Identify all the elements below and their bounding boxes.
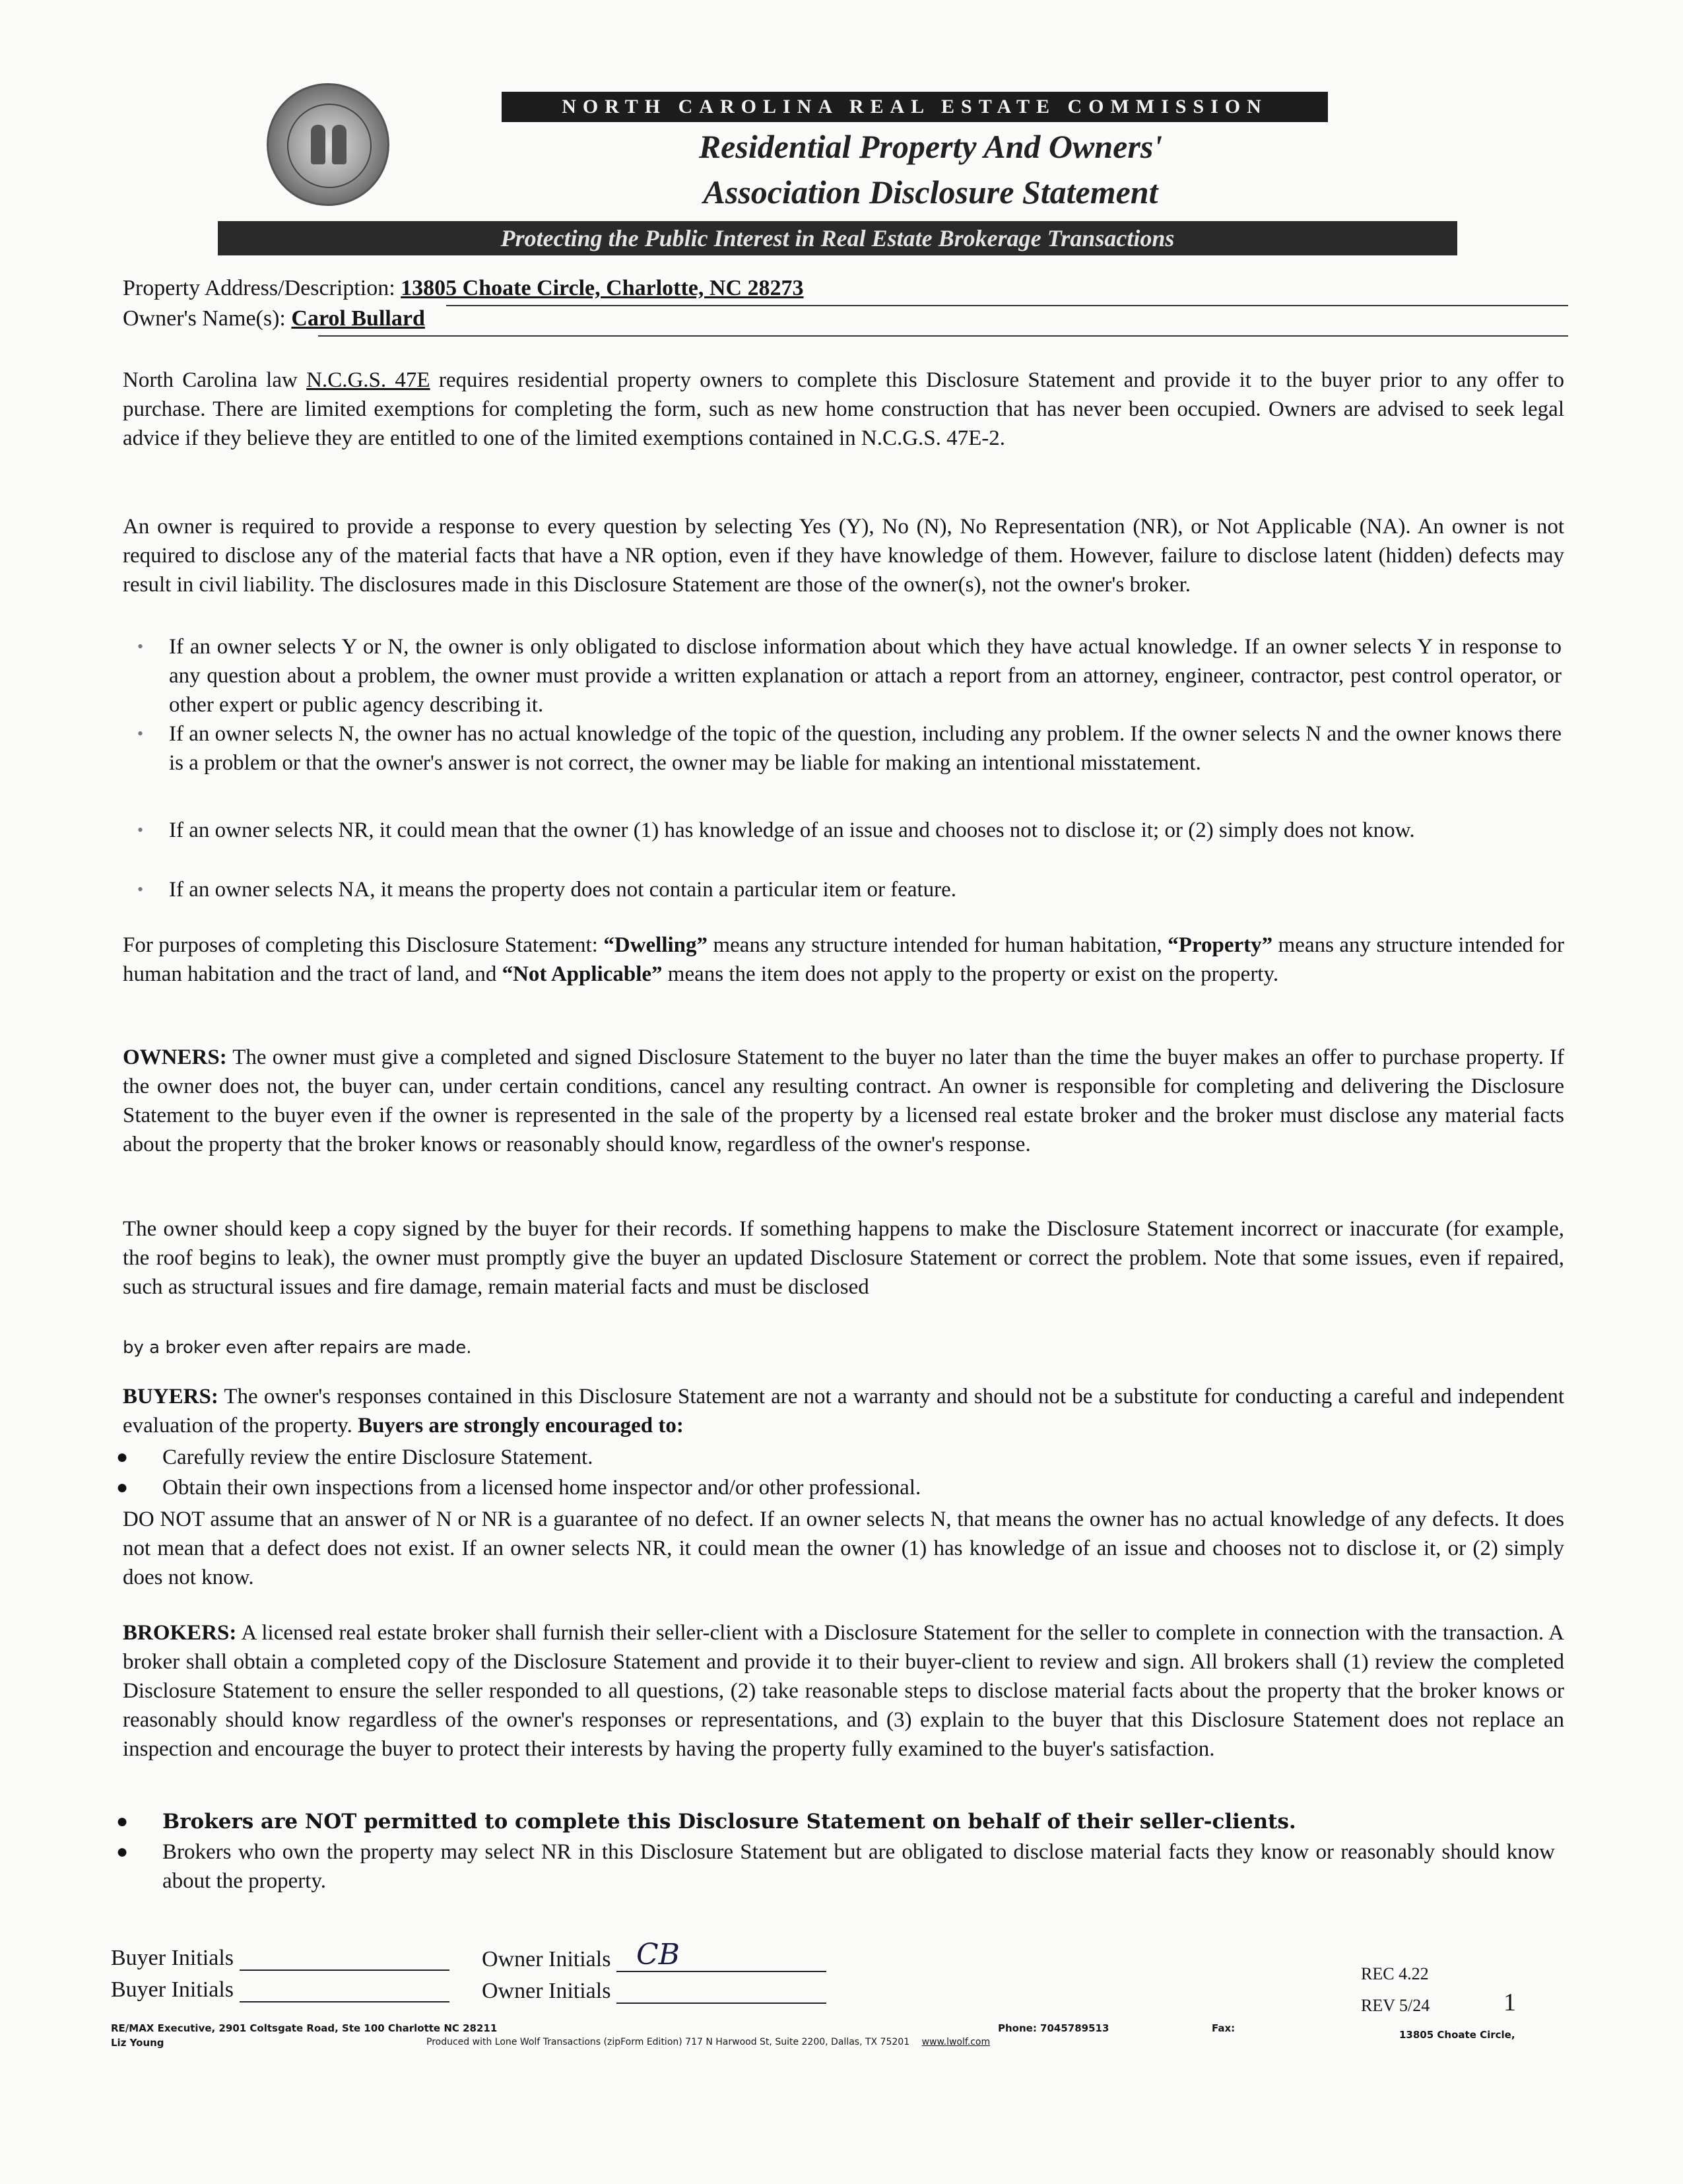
buyer-initials-field-2[interactable] (240, 1977, 449, 2002)
bullet-dot-icon: • (137, 820, 144, 840)
owner-initials-signature: CB (636, 1938, 680, 1971)
buyers-note: DO NOT assume that an answer of N or NR is a guarantee of no defect. If an owner selects N, that means the owner has no actual knowledge of any defects. It does not mean that a defect does not exist. If an owner selects NR, it could mean the owner (1) has knowledge of an issue and chooses not to disclose it, or (2) simply does not know. (123, 1507, 1564, 1589)
owners-after-repairs: by a broker even after repairs are made. (123, 1338, 472, 1358)
commission-banner: NORTH CAROLINA REAL ESTATE COMMISSION (502, 92, 1328, 122)
brokers-bullet-owners: ● Brokers who own the property may select NR in this Disclosure Statement but are obligated to disclose material facts they know or reasonably should know about the property. (162, 1837, 1555, 1896)
buyers-bullet-inspections: ● Obtain their own inspections from a licensed home inspector and/or other professional. (162, 1473, 1555, 1502)
owners-heading: OWNERS: (123, 1045, 227, 1069)
software-credit: Produced with Lone Wolf Transactions (zipForm Edition) 717 N Harwood St, Suite 2200, Dallas, TX 75201 www.lwolf.com (426, 2037, 991, 2047)
property-address-field[interactable] (123, 276, 804, 301)
brokers-bullet-not-permitted: ● Brokers are NOT permitted to complete this Disclosure Statement on behalf of their seller-clients. (162, 1807, 1555, 1836)
owner-name-value: Carol Bullard (291, 306, 425, 331)
owner-initials-row-1: Owner Initials CB (482, 1947, 826, 1972)
owner-initials-row-2: Owner Initials (482, 1979, 826, 2004)
bullet-dot-icon: ● (116, 1810, 129, 1832)
buyers-bullet-review: ● Carefully review the entire Disclosure Statement. (162, 1443, 1555, 1472)
owner-underline (318, 335, 1568, 337)
owner-initials-field-2[interactable] (616, 1979, 826, 2004)
buyers-paragraph: BUYERS: The owner's responses contained in this Disclosure Statement are not a warranty and should not be a substitute for conducting a careful and independent evaluation of the property. Buyers are strongly encouraged to: (123, 1385, 1564, 1438)
brokers-heading: BROKERS: (123, 1621, 237, 1645)
bullet-dot-icon: ● (116, 1446, 129, 1468)
response-bullet-n: • If an owner selects N, the owner has no actual knowledge of the topic of the question, including any problem. If the owner selects N and the owner knows there is a problem or that the owner's answer is not correct, the owner may be liable for making an intentional misstatement. (169, 719, 1562, 778)
tagline-banner: Protecting the Public Interest in Real Estate Brokerage Transactions (218, 221, 1457, 255)
owner-name-field[interactable] (123, 306, 425, 331)
commission-seal (267, 83, 389, 206)
owners-paragraph: OWNERS: The owner must give a completed and signed Disclosure Statement to the buyer no later than the time the buyer makes an offer to purchase property. If the owner does not, the buyer can, under certain conditions, cancel any resulting contract. An owner is responsible for completing and delivering the Disclosure Statement to the buyer even if the owner is represented in the sale of the property by a licensed real estate broker and the broker must disclose any material facts about the property that the broker knows or reasonably should know, regardless of the owner's response. (123, 1045, 1564, 1156)
buyer-initials-row-1: Buyer Initials (111, 1946, 449, 1971)
page-number: 1 (1503, 1989, 1516, 2016)
brokerage-info: RE/MAX Executive, 2901 Coltsgate Road, Ste 100 Charlotte NC 28211 (111, 2022, 498, 2034)
bullet-dot-icon: ● (116, 1476, 129, 1498)
response-bullet-y-n: • If an owner selects Y or N, the owner is only obligated to disclose information about which they have actual knowledge. If an owner selects Y in response to any question about a problem, the owner must provide a written explanation or attach a report from an attorney, engineer, contractor, pest control operator, or other expert or public agency describing it. (169, 632, 1562, 719)
address-underline (446, 305, 1568, 306)
owner-initials-field-1[interactable] (616, 1938, 826, 1972)
form-title-line2: Association Disclosure Statement (703, 174, 1158, 211)
intro-paragraph-2: An owner is required to provide a response to every question by selecting Yes (Y), No (N), No Representation (NR), or Not Applicable (NA). An owner is not required to disclose any of the material facts that have a NR option, even if they have knowledge of them. However, failure to disclose latent (hidden) defects may result in civil liability. The disclosures made in this Disclosure Statement are those of the owner(s), not the owner's broker. (123, 515, 1564, 597)
agent-name: Liz Young (111, 2037, 164, 2049)
response-bullet-nr: • If an owner selects NR, it could mean that the owner (1) has knowledge of an issue and chooses not to disclose it; or (2) simply does not know. (169, 816, 1562, 845)
intro-paragraph-1: North Carolina law N.C.G.S. 47E requires residential property owners to complete this Disclosure Statement and provide it to the buyer prior to any offer to purchase. There are limited exemptions for completing the form, such as new home construction that has never been occupied. Owners are advised to seek legal advice if they believe they are entitled to one of the limited exemptions contained in N.C.G.S. 47E-2. (123, 368, 1564, 450)
statute-reference: N.C.G.S. 47E (306, 368, 430, 392)
rev-date: REV 5/24 (1361, 1996, 1430, 2015)
bullet-dot-icon: • (137, 880, 144, 899)
response-bullet-na: • If an owner selects NA, it means the property does not contain a particular item or feature. (169, 875, 1562, 904)
brokerage-phone: Phone: 7045789513 (998, 2022, 1109, 2034)
brokerage-fax: Fax: (1212, 2022, 1236, 2034)
buyer-initials-field-1[interactable] (240, 1946, 449, 1971)
buyer-initials-row-2: Buyer Initials (111, 1977, 449, 2002)
bullet-dot-icon: • (137, 637, 144, 656)
bullet-dot-icon: • (137, 724, 144, 743)
owner-name-label: Owner's Name(s): (123, 306, 286, 331)
owners-copy-paragraph: The owner should keep a copy signed by the buyer for their records. If something happens to make the Disclosure Statement incorrect or inaccurate (for example, the roof begins to leak), the owner must promptly give the buyer an updated Disclosure Statement or correct the problem. Note that some issues, even if repaired, such as structural issues and fire damage, remain material facts and must be disclosed (123, 1217, 1564, 1299)
form-title-line1: Residential Property And Owners' (698, 128, 1163, 165)
footer-address: 13805 Choate Circle, (1399, 2029, 1515, 2041)
rec-number: REC 4.22 (1361, 1964, 1429, 1983)
property-address-label: Property Address/Description: (123, 276, 395, 300)
property-address-value: 13805 Choate Circle, Charlotte, NC 28273 (401, 276, 804, 300)
buyers-heading: BUYERS: (123, 1385, 218, 1408)
definitions-paragraph: For purposes of completing this Disclosure Statement: “Dwelling” means any structure intended for human habitation, “Property” means any structure intended for human habitation and the tract of land, and “Not Applicable” means the item does not apply to the property or exist on the property. (123, 933, 1565, 986)
brokers-paragraph: BROKERS: A licensed real estate broker shall furnish their seller-client with a Disclosure Statement for the seller to complete in connection with the transaction. A broker shall obtain a completed copy of the Disclosure Statement and provide it to their buyer-client to review and sign. All brokers shall (1) review the completed Disclosure Statement to ensure the seller responded to all questions, (2) take reasonable steps to disclose material facts about the property that the broker knows or reasonably should know regardless of the owner's responses or representations, and (3) explain to the buyer that this Disclosure Statement does not replace an inspection and encourage the buyer to protect their interests by having the property fully examined to the buyer's satisfaction. (123, 1621, 1564, 1761)
bullet-dot-icon: ● (116, 1841, 129, 1863)
website-link[interactable]: www.lwolf.com (921, 2037, 991, 2047)
